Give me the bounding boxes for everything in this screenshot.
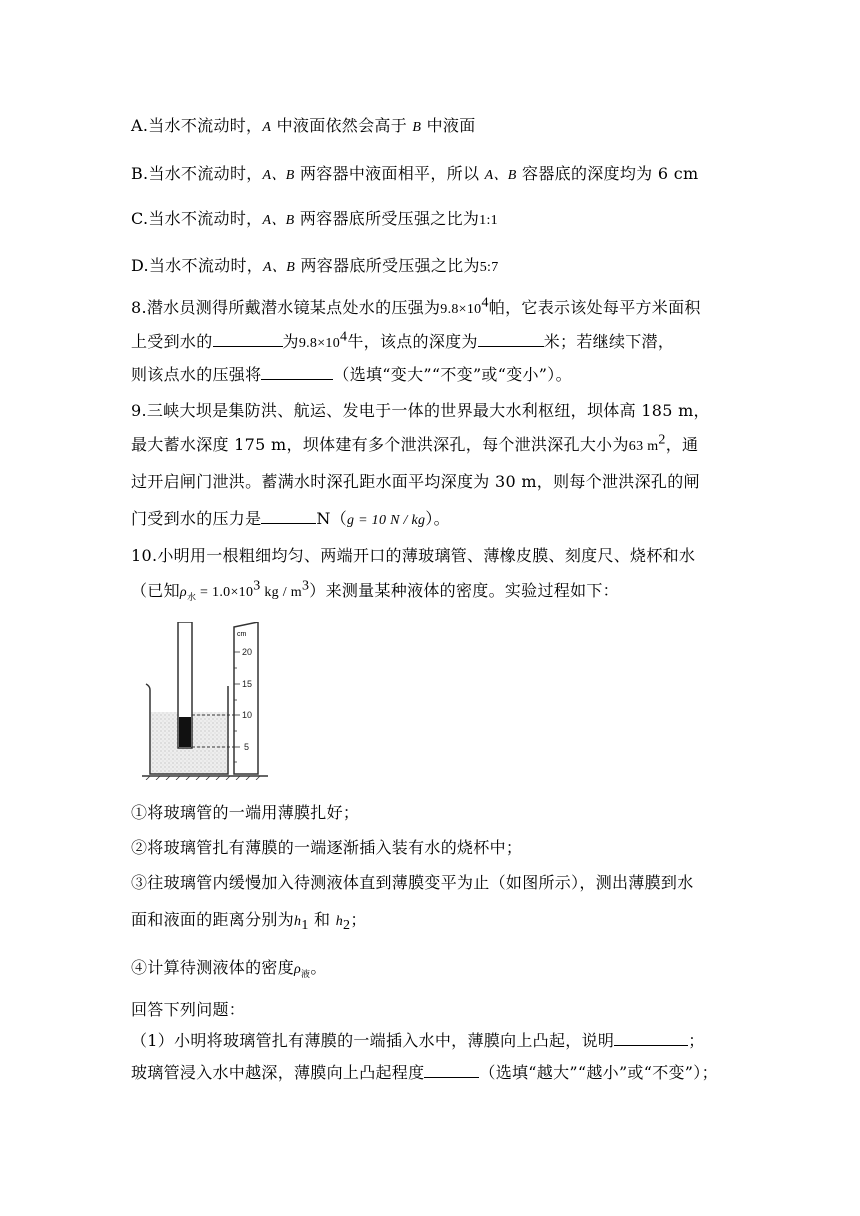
option-c: C.当水不流动时，A、B 两容器底所受压强之比为1:1	[131, 209, 498, 228]
option-a: A.当水不流动时，A 中液面依然会高于 B 中液面	[131, 116, 476, 135]
ruler-unit: cm	[237, 631, 247, 638]
answer-line-1: （1）小明将玻璃管扎有薄膜的一端插入水中，薄膜向上凸起，说明 ；	[131, 1031, 705, 1050]
q8-line-2: 上受到水的 为$9.8\times 10^4$牛，该点的深度为 米；若继续下潜，	[131, 329, 675, 351]
step-4: ④计算待测液体的密度$\rho_液$。	[131, 958, 327, 981]
step-1: ①将玻璃管的一端用薄膜扎好；	[131, 803, 360, 822]
answer-blank[interactable]	[424, 1076, 479, 1078]
test-liquid	[179, 717, 191, 747]
step-3-cont: 面和液面的距离分别为$h_1$ 和 $h_2$；	[131, 910, 367, 934]
q9-line-4: 门受到水的压力是 N（g = 10 N / kg）。	[131, 509, 450, 528]
tick-label: 5	[244, 742, 250, 752]
answer-blank[interactable]	[478, 345, 544, 347]
q10-line-2: （已知$\rho_水 = 1.0\times 10^3$ kg / $m^3$）来测量某种液体的密度。实验过程如下：	[131, 578, 619, 604]
answer-heading: 回答下列问题：	[131, 1000, 246, 1019]
tick-label: 20	[242, 647, 253, 657]
answer-blank[interactable]	[213, 345, 283, 347]
q9-line-1: 9.三峡大坝是集防洪、航运、发电于一体的世界最大水利枢纽，坝体高 185 m，	[131, 401, 710, 420]
q8-line-1: 8.潜水员测得所戴潜水镜某点处水的压强为$9.8\times 10^4$帕，它表示该处每平方米面积	[131, 295, 701, 317]
experiment-figure	[140, 622, 270, 780]
answer-blank[interactable]	[614, 1044, 688, 1046]
step-2: ②将玻璃管扎有薄膜的一端逐渐插入装有水的烧杯中；	[131, 838, 523, 857]
tick-label: 15	[242, 679, 253, 689]
beaker-ruler-diagram	[140, 622, 270, 780]
answer-blank[interactable]	[261, 378, 333, 380]
q9-line-2: 最大蓄水深度 175 m，坝体建有多个泄洪深孔，每个泄洪深孔大小为63 $m^2$，通	[131, 432, 699, 454]
answer-blank[interactable]	[261, 522, 316, 524]
option-b: B.当水不流动时，A、B 两容器中液面相平，所以 A、B 容器底的深度均为 6 cm	[131, 164, 699, 183]
q10-line-1: 10.小明用一根粗细均匀、两端开口的薄玻璃管、薄橡皮膜、刻度尺、烧杯和水	[131, 546, 696, 565]
step-3: ③往玻璃管内缓慢加入待测液体直到薄膜变平为止（如图所示），测出薄膜到水	[131, 873, 694, 892]
option-d: D.当水不流动时，A、B 两容器底所受压强之比为5:7	[131, 256, 499, 275]
q8-line-3: 则该点水的压强将 （选填“变大”“不变”或“变小”）。	[131, 365, 572, 384]
q9-line-3: 过开启闸门泄洪。蓄满水时深孔距水面平均深度为 30 m，则每个泄洪深孔的闸	[131, 472, 700, 491]
tick-label: 10	[242, 710, 253, 720]
answer-line-2: 玻璃管浸入水中越深，薄膜向上凸起程度 （选填“越大”“越小”或“不变”）；	[131, 1063, 718, 1082]
